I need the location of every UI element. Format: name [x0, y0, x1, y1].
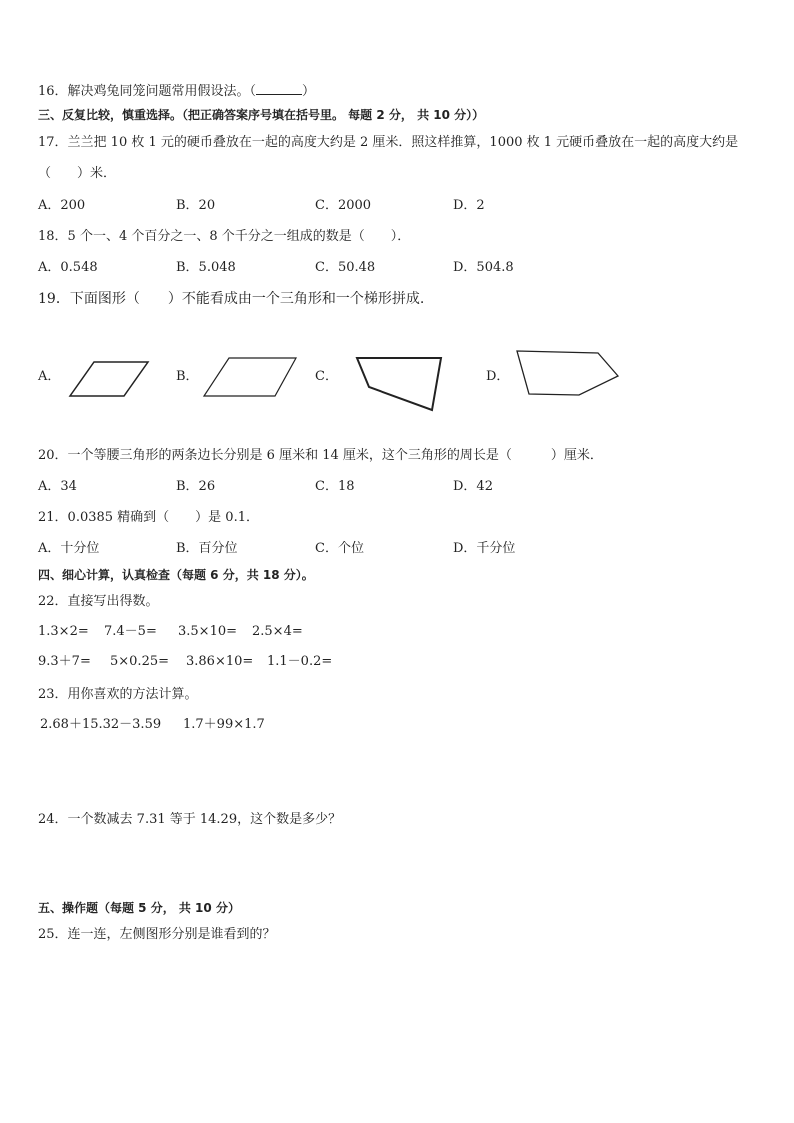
calc-item: 5×0.25=: [110, 654, 170, 669]
q19-label-c: C．: [315, 369, 338, 384]
pentagon-d-figure: [517, 351, 618, 395]
section-5-heading: 五、操作题（每题 5 分， 共 10 分）: [38, 901, 240, 915]
question-18: 18．5 个一、4 个百分之一、8 个千分之一组成的数是（ ）．: [38, 229, 411, 244]
calc-item: 7.4－5=: [104, 624, 157, 639]
q20-option-c: C．18: [315, 479, 355, 494]
question-21: 21．0.0385 精确到（ ）是 0.1．: [38, 510, 259, 525]
calc-item: 3.5×10=: [178, 624, 238, 639]
q19-label-b: B．: [176, 369, 199, 384]
section-3-heading: 三、反复比较，慎重选择。（把正确答案序号填在括号里。 每题 2 分， 共 10 分））: [38, 108, 485, 122]
question-16-text: 16．解决鸡兔同笼问题常用假设法。（: [38, 84, 257, 99]
q17-option-c: C．2000: [315, 198, 372, 213]
calc-item: 9.3＋7=: [38, 654, 91, 669]
quadrilateral-c-figure: [357, 358, 441, 410]
parallelogram-b-figure: [204, 358, 296, 396]
q19-label-a: A．: [38, 369, 61, 384]
q21-option-c: C．个位: [315, 541, 364, 556]
calc-item: 2.5×4=: [252, 624, 303, 639]
calc-item: 1.1－0.2=: [267, 654, 333, 669]
question-24: 24．一个数减去 7.31 等于 14.29，这个数是多少？: [38, 812, 342, 827]
q19-label-d: D．: [486, 369, 510, 384]
question-25: 25．连一连，左侧图形分别是谁看到的？: [38, 927, 276, 942]
q20-option-d: D．42: [453, 479, 493, 494]
question-19: 19．下面图形（ ）不能看成由一个三角形和一个梯形拼成.: [38, 291, 425, 307]
question-22: 22．直接写出得数。: [38, 594, 159, 609]
q20-option-a: A．34: [38, 479, 77, 494]
question-16-close: ）: [302, 84, 316, 99]
q18-option-a: A．0.548: [38, 260, 98, 275]
q18-option-c: C．50.48: [315, 260, 376, 275]
q21-option-b: B．百分位: [176, 541, 238, 556]
question-17-line1: 17．兰兰把 10 枚 1 元的硬币叠放在一起的高度大约是 2 厘米．照这样推算，1000 枚 1 元硬币叠放在一起的高度大约是: [38, 135, 739, 150]
q21-option-d: D．千分位: [453, 541, 516, 556]
question-23: 23．用你喜欢的方法计算。: [38, 687, 198, 702]
question-20: 20．一个等腰三角形的两条边长分别是 6 厘米和 14 厘米，这个三角形的周长是（ ）厘米．: [38, 448, 603, 463]
expression-2: 1.7＋99×1.7: [183, 717, 265, 732]
q17-option-d: D．2: [453, 198, 485, 213]
q20-option-b: B．26: [176, 479, 216, 494]
calc-item: 3.86×10=: [186, 654, 254, 669]
q21-option-a: A．十分位: [38, 541, 100, 556]
q18-option-d: D．504.8: [453, 260, 514, 275]
q19-figures: [0, 0, 794, 440]
calc-item: 1.3×2=: [38, 624, 89, 639]
question-17-line2: （ ）米．: [38, 166, 117, 181]
q17-option-b: B．20: [176, 198, 216, 213]
q17-option-a: A．200: [38, 198, 86, 213]
q18-option-b: B．5.048: [176, 260, 236, 275]
expression-1: 2.68＋15.32－3.59: [40, 717, 162, 732]
section-4-heading: 四、细心计算，认真检查（每题 6 分，共 18 分）。: [38, 568, 314, 582]
parallelogram-a-figure: [70, 362, 148, 396]
